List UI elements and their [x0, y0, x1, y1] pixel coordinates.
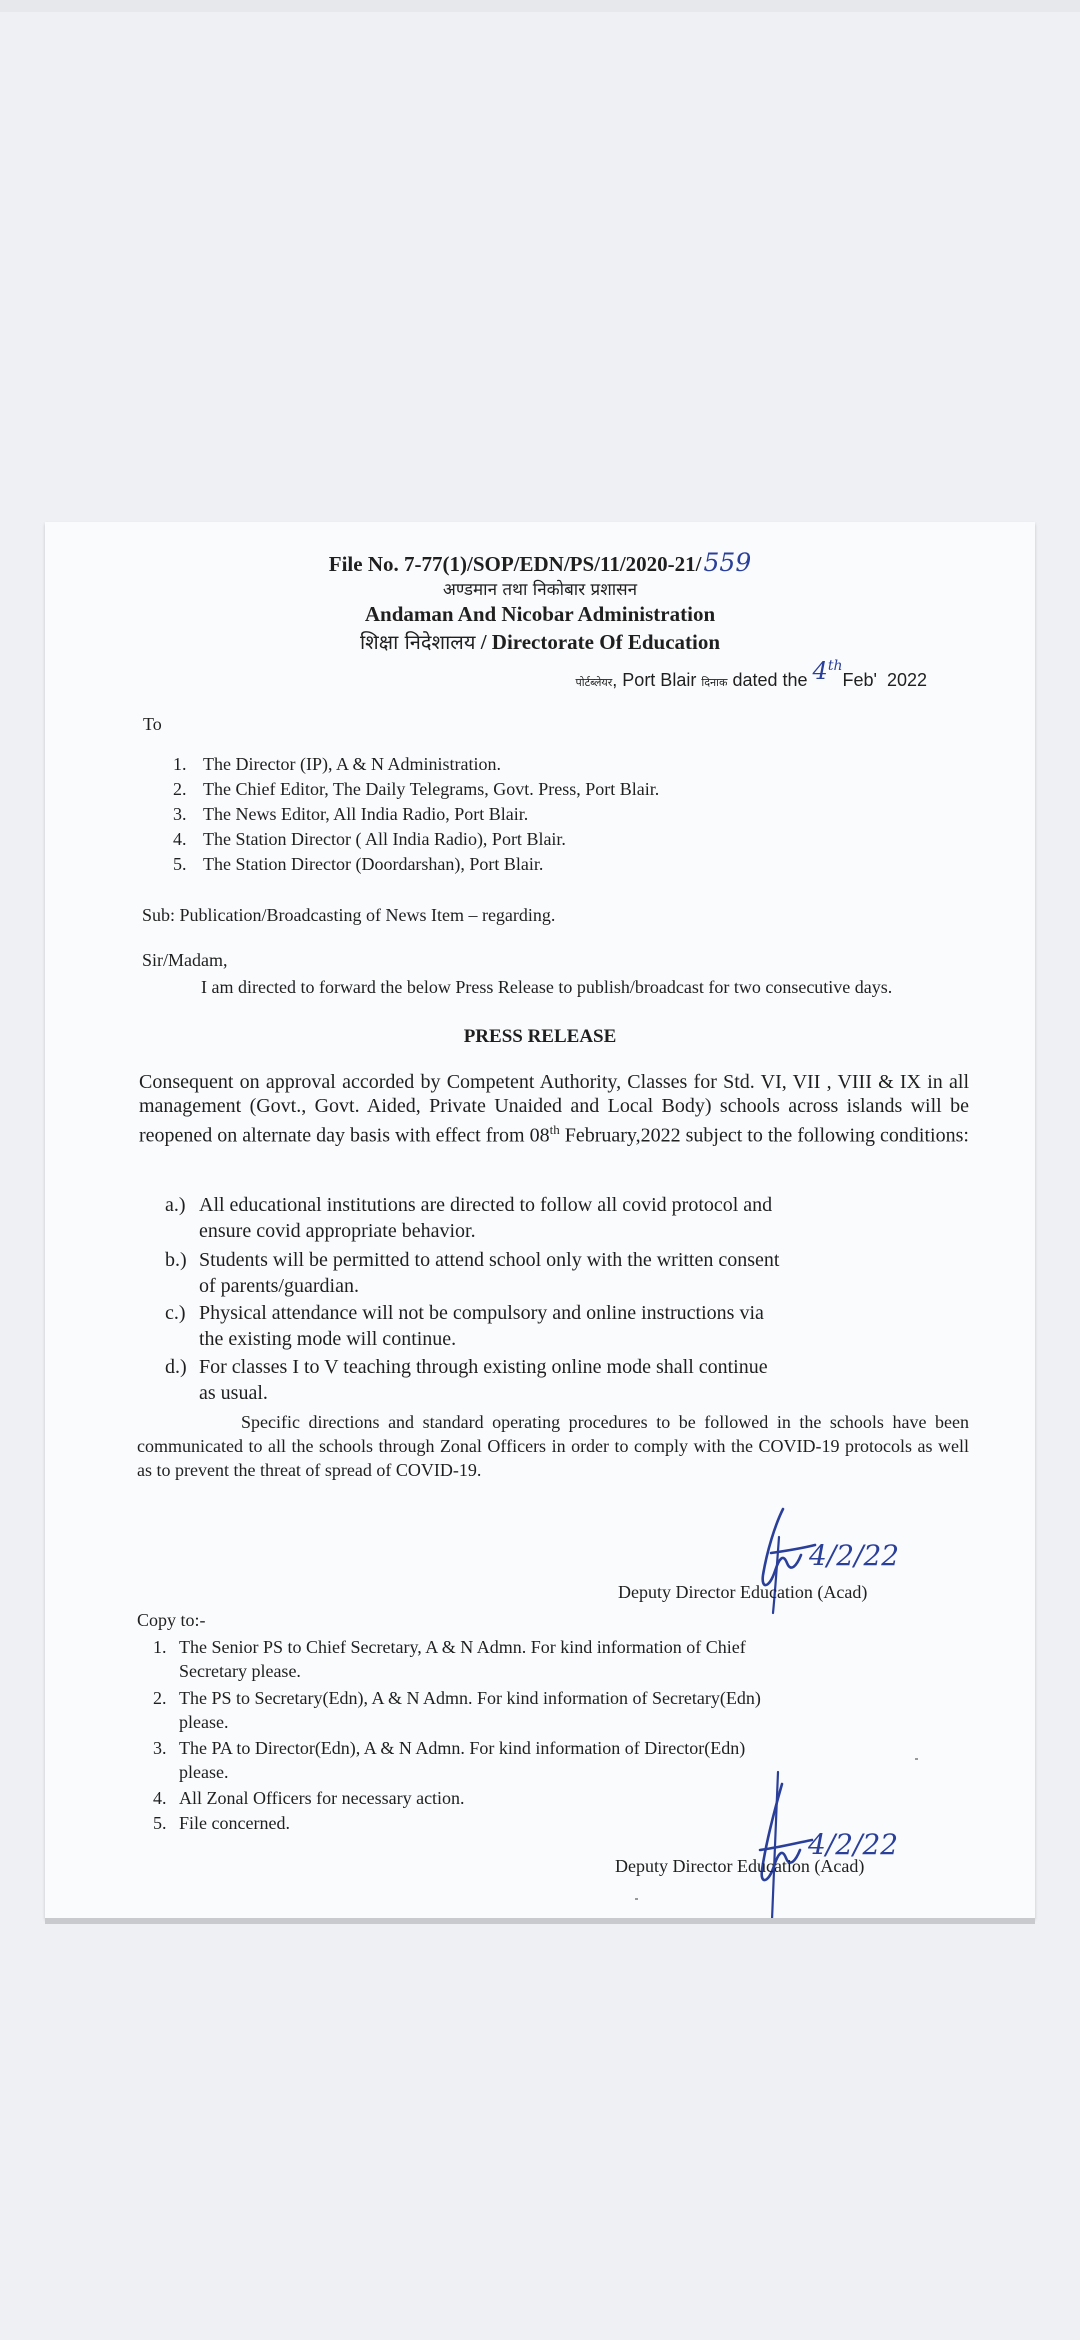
press-release-title: PRESS RELEASE	[463, 1026, 617, 1047]
addressee-item: 1. The Director (IP), A & N Administration.	[173, 754, 501, 774]
condition-item: b.) Students will be permitted to attend school only with the written consent of parents/guardian.	[165, 1249, 780, 1297]
document-page	[45, 522, 1035, 1918]
copy-to-label: Copy to:-	[137, 1610, 206, 1630]
addressee-item: 4. The Station Director ( All India Radio), Port Blair.	[173, 829, 566, 849]
signatory-2: Deputy Director Education (Acad)	[615, 1856, 865, 1876]
dateline: पोर्टब्लेयर, Port Blair दिनाक dated the 4thFeb' 2022	[575, 657, 927, 690]
signatory-1: Deputy Director Education (Acad)	[618, 1582, 868, 1602]
condition-item: d.) For classes I to V teaching through existing online mode shall continue as usual.	[165, 1356, 768, 1404]
copy-to-item: 2. The PS to Secretary(Edn), A & N Admn. For kind information of Secretary(Edn) please.	[153, 1688, 761, 1732]
copy-to-item: 4. All Zonal Officers for necessary action.	[153, 1788, 465, 1808]
copy-to-item: 5. File concerned.	[153, 1813, 290, 1833]
addressee-item: 2. The Chief Editor, The Daily Telegrams, Govt. Press, Port Blair.	[173, 779, 660, 799]
to-label: To	[143, 714, 162, 734]
copy-to-item: 1. The Senior PS to Chief Secretary, A & N Admn. For kind information of Chief Secretary please.	[153, 1637, 746, 1681]
signature-1-date: 4/2/22	[809, 1539, 900, 1572]
addressee-item: 3. The News Editor, All India Radio, Port Blair.	[173, 804, 529, 824]
condition-item: a.) All educational institutions are directed to follow all covid protocol and ensure covid appropriate behavior.	[165, 1194, 773, 1242]
intro-paragraph: I am directed to forward the below Press Release to publish/broadcast for two consecutive days.	[201, 977, 893, 997]
main-paragraph: Consequent on approval accorded by Competent Authority, Classes for Std. VI, VII , VIII & IX in all management (Govt., Govt. Aided, Private Unaided and Local Body) schools across islands will be reopened on alternate day basis with effect from 08th February,2022 subject to the following conditions:	[139, 1071, 969, 1147]
handwritten-day: 4th	[812, 657, 843, 685]
addressee-item: 5. The Station Director (Doordarshan), Port Blair.	[173, 854, 544, 874]
signature-2-date: 4/2/22	[808, 1828, 899, 1861]
page-bottom-edge	[45, 1918, 1035, 1924]
copy-to-item: 3. The PA to Director(Edn), A & N Admn. For kind information of Director(Edn) please.	[153, 1738, 746, 1782]
admin-heading: Andaman And Nicobar Administration	[364, 602, 716, 626]
screen-top-strip	[0, 0, 1080, 12]
subject-line: Sub: Publication/Broadcasting of News Item – regarding.	[142, 905, 556, 925]
file-number: File No. 7-77(1)/SOP/EDN/PS/11/2020-21/559	[328, 548, 752, 577]
salutation: Sir/Madam,	[142, 950, 228, 970]
condition-item: c.) Physical attendance will not be compulsory and online instructions via the existing mode will continue.	[165, 1302, 764, 1350]
handwritten-file-number: 559	[703, 548, 752, 577]
hindi-admin-heading: अण्डमान तथा निकोबार प्रशासन	[442, 580, 638, 600]
signature-2	[720, 1772, 930, 1922]
speck	[635, 1898, 638, 1900]
directorate-heading: शिक्षा निदेशालय / Directorate Of Education	[359, 630, 721, 654]
specific-directions-paragraph: Specific directions and standard operating procedures to be followed in the schools have been communicated to all the schools through Zonal Officers in order to comply with the COVID-19 protocols as well as to prevent the threat of spread of COVID-19.	[137, 1412, 969, 1480]
speck	[915, 1758, 918, 1760]
